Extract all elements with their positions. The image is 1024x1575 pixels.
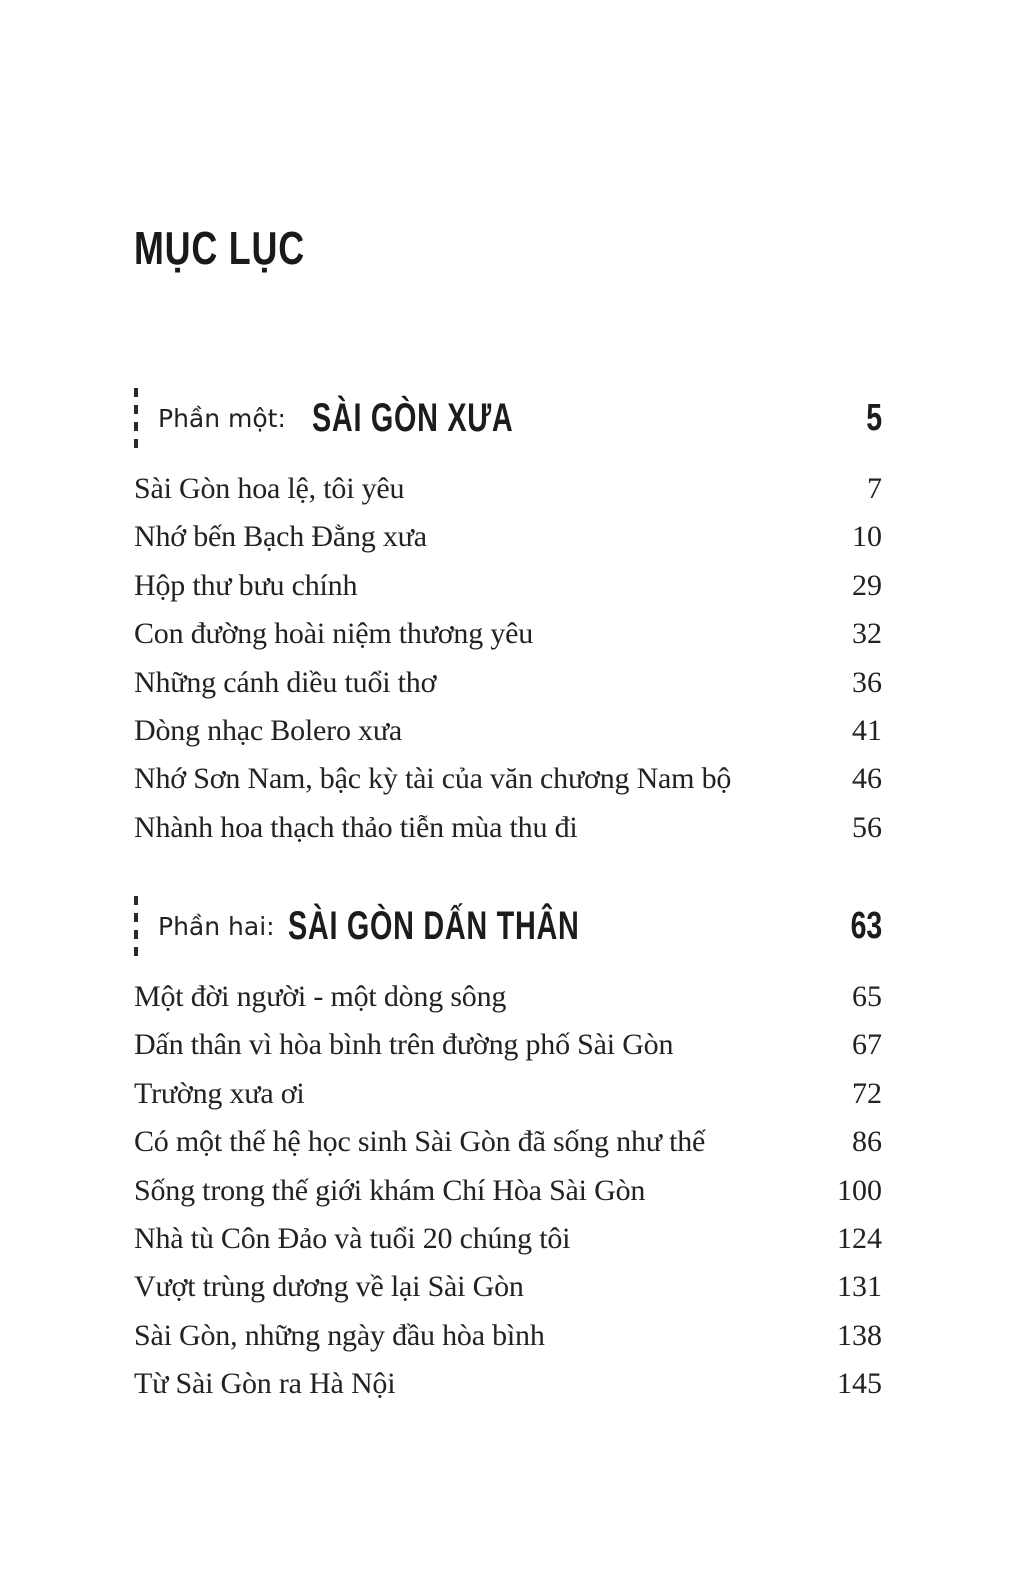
entry-title: Nhành hoa thạch thảo tiễn mùa thu đi <box>134 810 578 844</box>
entry-title: Từ Sài Gòn ra Hà Nội <box>134 1367 396 1401</box>
toc-entry[interactable] <box>134 513 882 561</box>
part-header-two <box>134 896 882 960</box>
dashed-bar-divider <box>134 388 138 452</box>
entry-title: Những cánh diều tuổi thơ <box>134 665 437 699</box>
toc-entry[interactable] <box>134 659 882 707</box>
entry-page-number: 72 <box>852 1076 882 1110</box>
toc-entry[interactable] <box>134 610 882 658</box>
toc-entry[interactable] <box>134 804 882 852</box>
part-name: SÀI GÒN XƯA <box>312 396 514 440</box>
entry-page-number: 10 <box>852 520 882 554</box>
entry-title: Có một thế hệ học sinh Sài Gòn đã sống như thế <box>134 1125 706 1159</box>
toc-entry[interactable] <box>134 1118 882 1166</box>
entry-page-number: 65 <box>852 980 882 1013</box>
page-title: MỤC LỤC <box>134 222 305 274</box>
part-two-entries <box>134 973 882 1409</box>
part-name: SÀI GÒN DẤN THÂN <box>288 904 580 948</box>
entry-page-number: 7 <box>867 472 882 505</box>
entry-title: Nhớ Sơn Nam, bậc kỳ tài của văn chương Nam bộ <box>134 762 732 796</box>
entry-page-number: 29 <box>852 568 882 602</box>
entry-page-number: 46 <box>852 762 882 796</box>
entry-title: Sài Gòn hoa lệ, tôi yêu <box>134 472 405 505</box>
toc-entry[interactable] <box>134 755 882 803</box>
entry-page-number: 145 <box>837 1367 882 1401</box>
part-label: Phần một: <box>158 404 286 433</box>
toc-entry[interactable] <box>134 1360 882 1408</box>
entry-page-number: 56 <box>852 810 882 844</box>
entry-page-number: 124 <box>837 1221 882 1255</box>
part-page-number: 63 <box>850 905 882 947</box>
toc-entry[interactable] <box>134 465 882 513</box>
entry-title: Sài Gòn, những ngày đầu hòa bình <box>134 1318 545 1352</box>
toc-entry[interactable] <box>134 1312 882 1360</box>
entry-page-number: 67 <box>852 1028 882 1062</box>
entry-title: Một đời người - một dòng sông <box>134 980 507 1013</box>
entry-page-number: 138 <box>837 1318 882 1352</box>
entry-title: Nhớ bến Bạch Đằng xưa <box>134 520 427 554</box>
entry-page-number: 86 <box>852 1125 882 1159</box>
entry-title: Vượt trùng dương về lại Sài Gòn <box>134 1270 524 1304</box>
part-header-one <box>134 388 882 452</box>
toc-entry[interactable] <box>134 562 882 610</box>
entry-page-number: 36 <box>852 665 882 699</box>
part-label: Phần hai: <box>158 912 275 941</box>
entry-page-number: 41 <box>852 713 882 747</box>
entry-title: Hộp thư bưu chính <box>134 568 358 602</box>
toc-entry[interactable] <box>134 1021 882 1069</box>
entry-title: Dòng nhạc Bolero xưa <box>134 713 403 747</box>
entry-title: Dấn thân vì hòa bình trên đường phố Sài Gòn <box>134 1028 674 1062</box>
entry-title: Trường xưa ơi <box>134 1076 305 1110</box>
entry-page-number: 100 <box>837 1173 882 1207</box>
toc-entry[interactable] <box>134 707 882 755</box>
entry-page-number: 131 <box>837 1270 882 1304</box>
toc-entry[interactable] <box>134 1215 882 1263</box>
entry-title: Sống trong thế giới khám Chí Hòa Sài Gòn <box>134 1173 646 1207</box>
toc-entry[interactable] <box>134 1167 882 1215</box>
toc-entry[interactable] <box>134 1263 882 1311</box>
entry-page-number: 32 <box>852 617 882 651</box>
toc-entry[interactable] <box>134 973 882 1021</box>
entry-title: Nhà tù Côn Đảo và tuổi 20 chúng tôi <box>134 1221 571 1255</box>
entry-title: Con đường hoài niệm thương yêu <box>134 617 534 651</box>
toc-entry[interactable] <box>134 1070 882 1118</box>
part-one-entries <box>134 465 882 852</box>
dashed-bar-divider <box>134 896 138 960</box>
part-page-number: 5 <box>866 397 882 439</box>
